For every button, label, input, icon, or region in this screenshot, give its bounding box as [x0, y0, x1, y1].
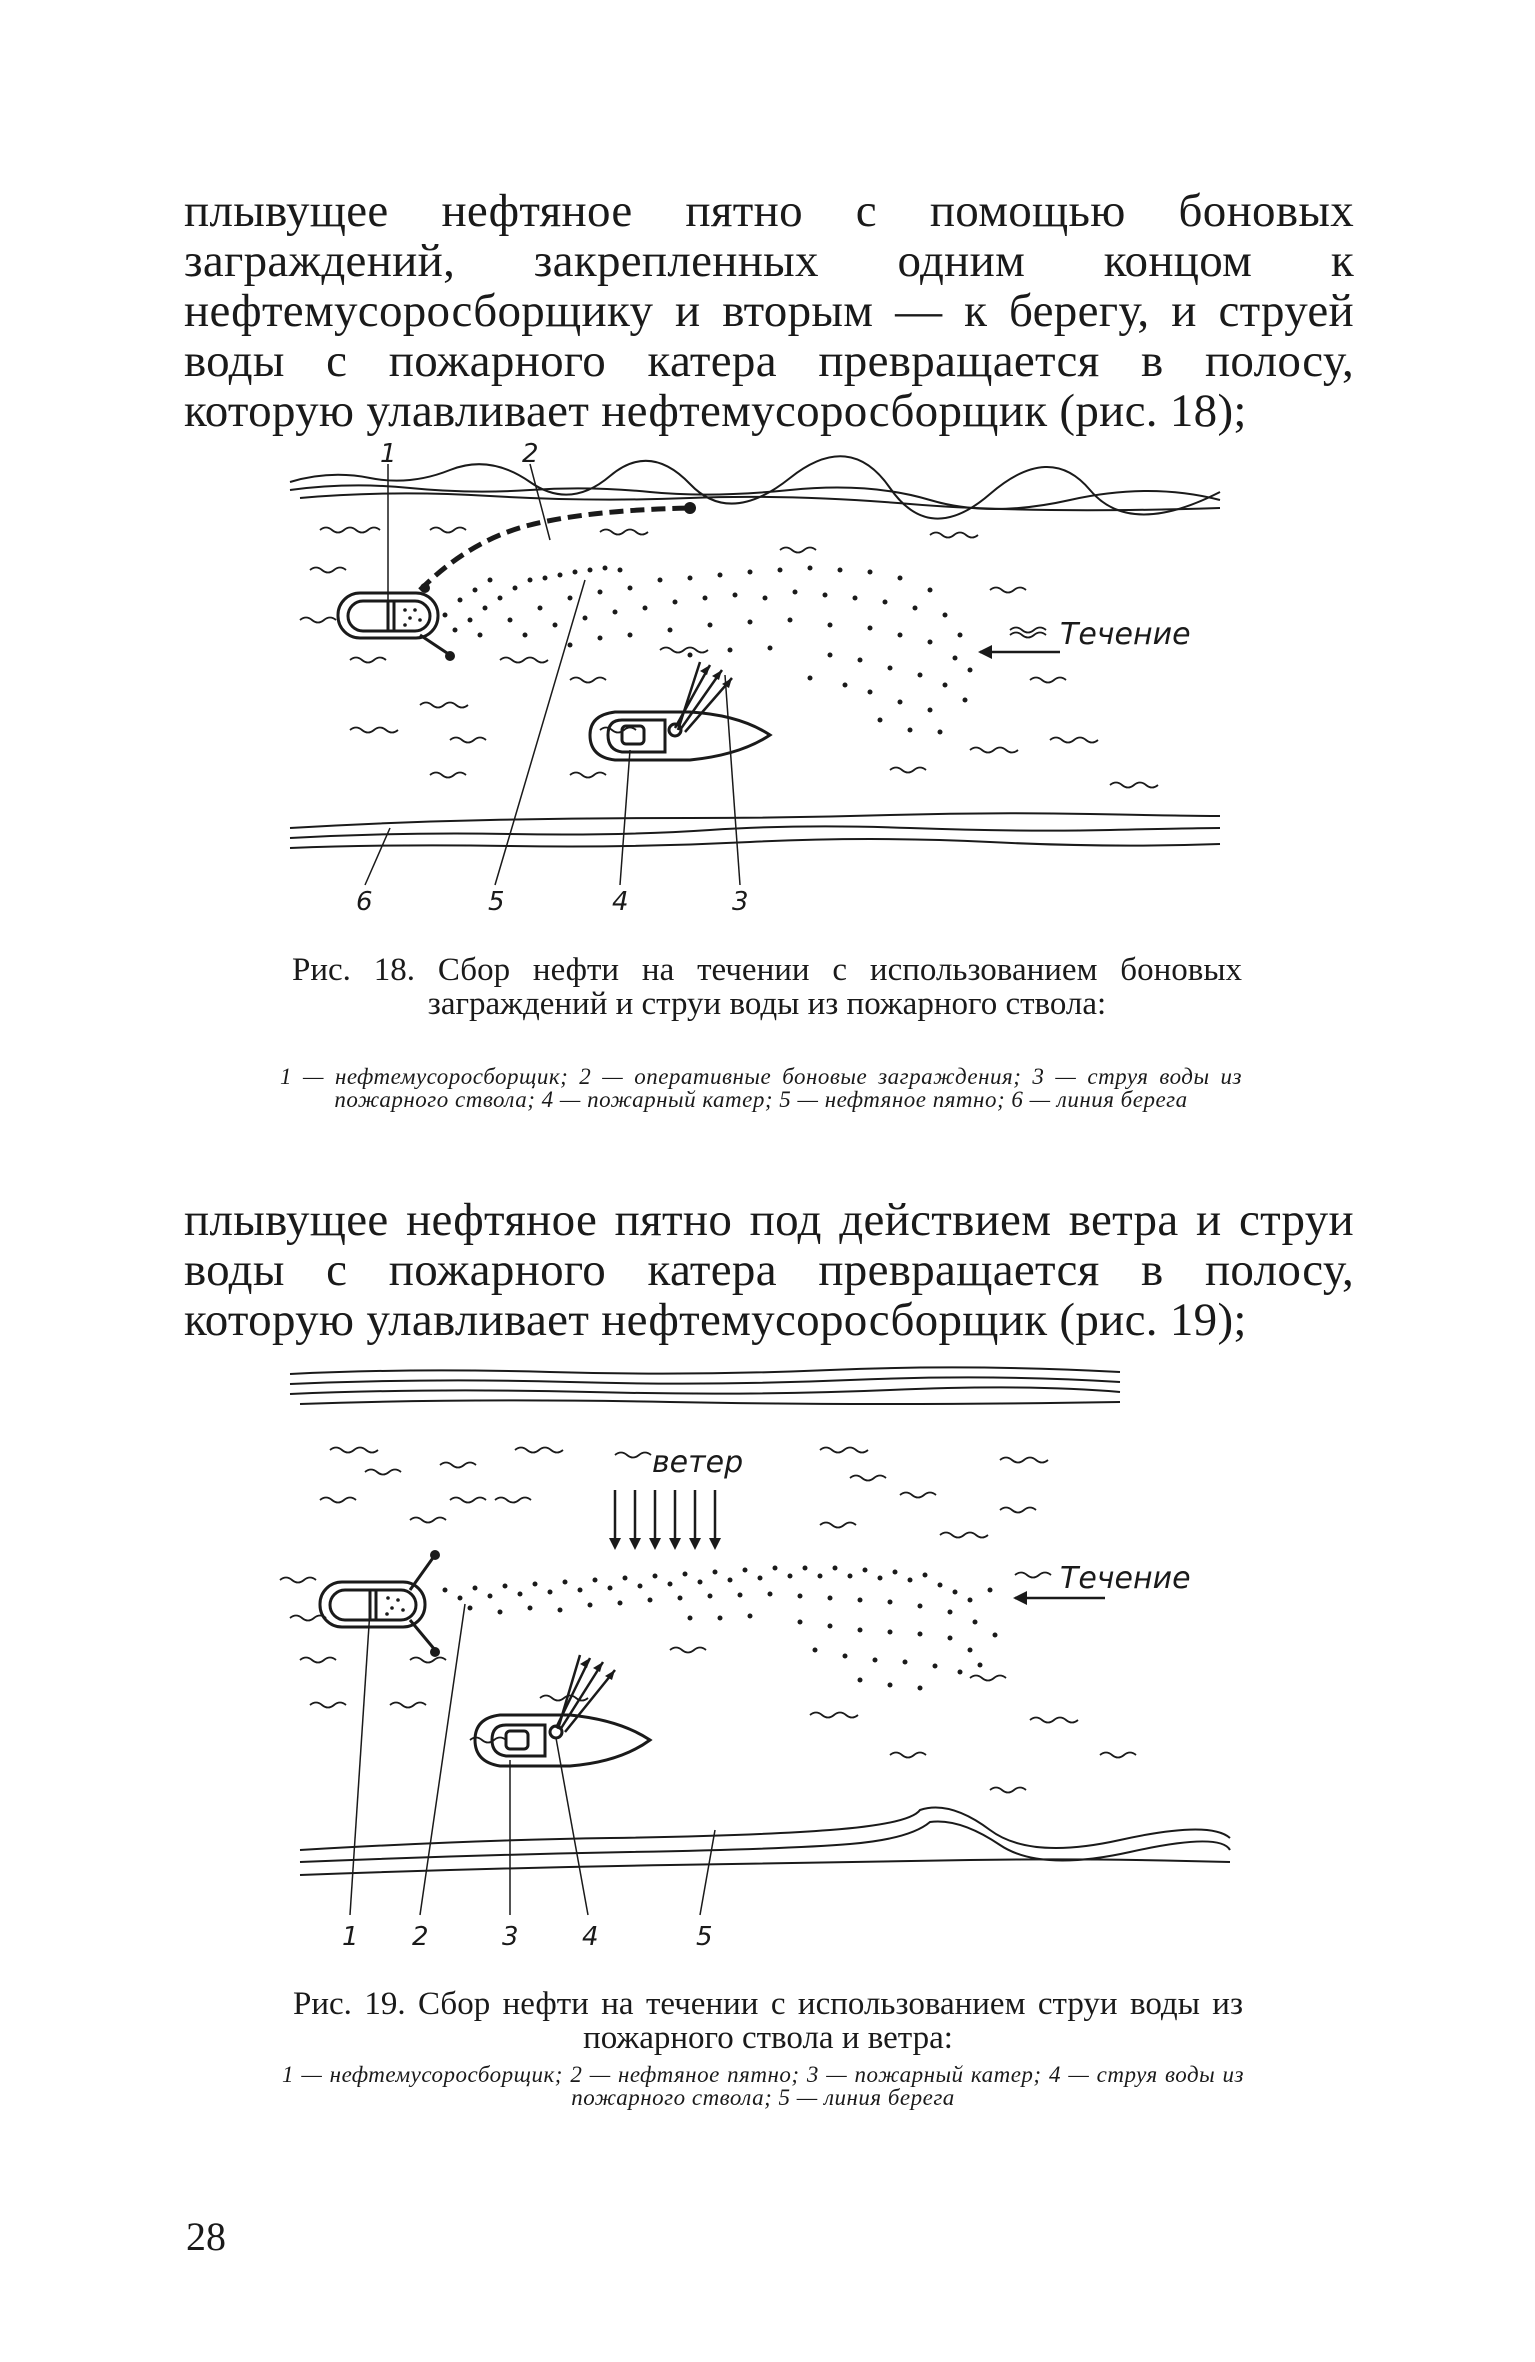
boom-anchor-point: [684, 502, 696, 514]
label-1: 1: [380, 439, 397, 469]
label-2: 2: [522, 439, 539, 469]
figure-18-caption-title: Рис. 18. Сбор нефти на течении с использованием боновых заграждений и струи воды из пожарного ствола:: [292, 952, 1242, 1022]
current-arrow: [978, 633, 1060, 660]
paragraph-1: плывущее нефтяное пятно с помощью боновых заграждений, закрепленных одним концом к нефтемусоросборщику и вторым — к берегу, и струей воды с пожарного катера превращается в полосу, которую улавливает нефтемусоросборщик (рис. 18);: [184, 185, 1354, 437]
wind-label: ветер: [652, 1445, 744, 1480]
label-4: 4: [582, 1922, 599, 1952]
top-shore-line-2: [290, 1377, 1120, 1384]
current-label: Течение: [1060, 617, 1191, 652]
boom-stub: [420, 635, 450, 655]
label-3: 3: [732, 887, 749, 917]
boom-joint-bottom: [445, 651, 455, 661]
figure-19-diagram: [270, 1360, 1280, 1960]
skimmer-arm-joint-top: [430, 1550, 440, 1560]
label-4: 4: [612, 887, 629, 917]
bottom-shore-line-2: [300, 1821, 1230, 1862]
top-shore-line-3: [300, 493, 1220, 510]
figure-18-diagram: [270, 430, 1250, 930]
label-6: 6: [356, 887, 373, 917]
current-label: Течение: [1060, 1561, 1191, 1596]
label-5: 5: [488, 887, 505, 917]
skimmer-arm-joint-bottom: [430, 1647, 440, 1657]
oil-spill-dots: [443, 1566, 998, 1691]
operational-boom: [420, 508, 690, 590]
fire-boat: [475, 1715, 650, 1766]
top-shore-line-1: [290, 456, 1220, 518]
top-shore-line-4: [300, 1400, 1120, 1404]
bottom-shore-line-1: [300, 1808, 1230, 1851]
label-1: 1: [342, 1922, 359, 1952]
top-shore-line-1: [290, 1367, 1120, 1374]
bottom-shore-line-3: [300, 1859, 1230, 1875]
figure-19-caption-title: Рис. 19. Сбор нефти на течении с использованием струи воды из пожарного ствола и ветра:: [293, 1986, 1243, 2056]
top-shore-line-3: [290, 1387, 1120, 1394]
label-2: 2: [412, 1922, 429, 1952]
bottom-shore-line-2: [290, 826, 1220, 838]
paragraph-2: плывущее нефтяное пятно под действием ветра и струи воды с пожарного катера превращается в полосу, которую улавливает нефтемусоросборщик (рис. 19);: [184, 1194, 1354, 1346]
water-ripples: [300, 528, 1158, 788]
figure-19-caption-legend: 1 — нефтемусоросборщик; 2 — нефтяное пятно; 3 — пожарный катер; 4 — струя воды из пожарного ствола; 5 — линия берега: [282, 2062, 1244, 2110]
bottom-shore-line-3: [290, 839, 1220, 848]
label-3: 3: [502, 1922, 519, 1952]
figure-18-caption-legend: 1 — нефтемусоросборщик; 2 — оперативные боновые заграждения; 3 — струя воды из пожарного ствола; 4 — пожарный катер; 5 — нефтяное пятно; 6 — линия берега: [280, 1064, 1242, 1112]
water-ripples: [280, 1448, 1136, 1793]
page-number: 28: [186, 2214, 226, 2259]
bottom-shore-line-1: [290, 813, 1220, 828]
label-5: 5: [696, 1922, 713, 1952]
boom-joint-top: [420, 583, 430, 593]
oil-skimmer-vessel: [320, 1555, 435, 1650]
